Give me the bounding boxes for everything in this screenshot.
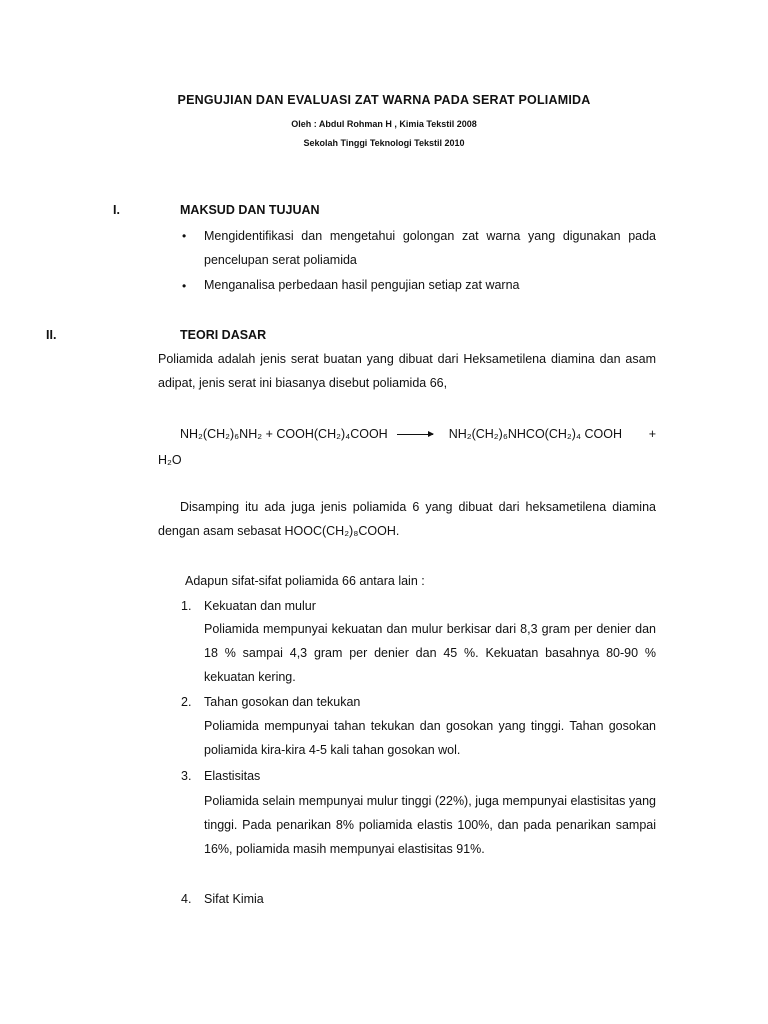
product-1: NH₂(CH₂)₆NHCO(CH₂)₄ COOH bbox=[448, 427, 622, 441]
property-2-text: Poliamida mempunyai tahan tekukan dan gosokan yang tinggi. Tahan gosokan poliamida kira-kira 4-5 kali tahan gosokan wol. bbox=[204, 719, 656, 757]
property-1-title: Kekuatan dan mulur bbox=[204, 599, 316, 613]
bullet-icon: • bbox=[182, 229, 187, 243]
section-2-paragraph-2: Disamping itu ada juga jenis poliamida 6 yang dibuat dari heksametilena diamina dengan asam sebasat HOOC(CH₂)₈COOH. bbox=[158, 500, 656, 538]
bullet-icon: • bbox=[182, 279, 187, 293]
property-1-number: 1. bbox=[181, 599, 192, 613]
property-4-number: 4. bbox=[181, 892, 192, 906]
plus-sign: + bbox=[648, 427, 656, 441]
reactant-2: COOH(CH₂)₄COOH bbox=[276, 427, 388, 441]
product-2: H₂O bbox=[158, 453, 182, 467]
property-2-number: 2. bbox=[181, 695, 192, 709]
section-1-bullet-2: Menganalisa perbedaan hasil pengujian setiap zat warna bbox=[204, 278, 520, 292]
property-3-title: Elastisitas bbox=[204, 769, 261, 783]
plus-sign: + bbox=[265, 427, 273, 441]
properties-intro: Adapun sifat-sifat poliamida 66 antara lain : bbox=[185, 574, 425, 588]
property-4-title: Sifat Kimia bbox=[204, 892, 264, 906]
section-1-bullet-1: Mengidentifikasi dan mengetahui golongan zat warna yang digunakan pada pencelupan serat poliamida bbox=[204, 229, 656, 267]
section-2-title: TEORI DASAR bbox=[180, 328, 267, 342]
property-3-text: Poliamida selain mempunyai mulur tinggi (22%), juga mempunyai elastisitas yang tinggi. Pada penarikan 8% poliamida elastis 100%, dan pada penarikan sampai 16%, poliamida masih mempunyai elastisitas 91%. bbox=[204, 794, 656, 856]
reactant-1: NH₂(CH₂)₆NH₂ bbox=[180, 427, 263, 441]
reaction-arrow-icon bbox=[397, 434, 433, 435]
property-2-title: Tahan gosokan dan tekukan bbox=[204, 695, 361, 709]
document-title: PENGUJIAN DAN EVALUASI ZAT WARNA PADA SERAT POLIAMIDA bbox=[177, 93, 591, 107]
institution-line: Sekolah Tinggi Teknologi Tekstil 2010 bbox=[303, 138, 465, 148]
section-2-intro: Poliamida adalah jenis serat buatan yang dibuat dari Heksametilena diamina dan asam adipat, jenis serat ini biasanya disebut poliamida 66, bbox=[158, 352, 656, 390]
author-line: Oleh : Abdul Rohman H , Kimia Tekstil 2008 bbox=[291, 119, 477, 129]
section-2-number: II. bbox=[46, 328, 57, 342]
section-1-title: MAKSUD DAN TUJUAN bbox=[180, 203, 320, 217]
section-1-number: I. bbox=[113, 203, 120, 217]
property-1-text: Poliamida mempunyai kekuatan dan mulur berkisar dari 8,3 gram per denier dan 18 % sampai 4,3 gram per denier dan 45 %. Kekuatan basahnya 80-90 % kekuatan kering. bbox=[204, 622, 656, 684]
property-3-number: 3. bbox=[181, 769, 192, 783]
reaction-equation bbox=[180, 427, 656, 441]
